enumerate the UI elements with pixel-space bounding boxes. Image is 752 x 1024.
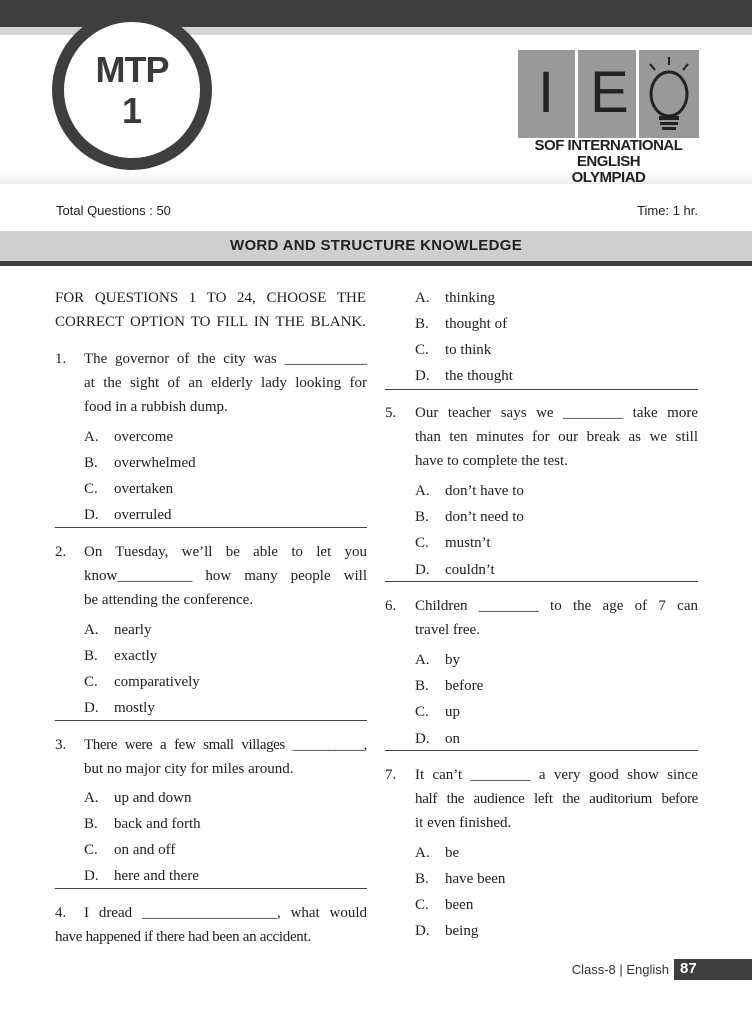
question-text: know__________ how many people will xyxy=(84,568,367,584)
option-text: back and forth xyxy=(114,816,201,832)
option-letter: B. xyxy=(84,816,98,832)
question-text: half the audience left the auditorium before xyxy=(415,791,698,807)
option-text: here and there xyxy=(114,868,199,884)
logo-letter-e: E xyxy=(590,60,629,125)
lightbulb-icon xyxy=(642,54,696,134)
question-number: 7. xyxy=(385,767,397,783)
logo-caption xyxy=(510,138,707,186)
question-text: food in a rubbish dump. xyxy=(84,399,228,415)
option-letter: A. xyxy=(84,622,99,638)
option-text: up and down xyxy=(114,790,192,806)
logo-separator xyxy=(636,50,639,138)
option-letter: D. xyxy=(84,700,99,716)
ieo-logo xyxy=(518,50,699,138)
question-text: have to complete the test. xyxy=(415,453,568,469)
option-letter: D. xyxy=(415,731,430,747)
option-text: overwhelmed xyxy=(114,455,196,471)
question-number: 3. xyxy=(55,737,67,753)
question-text: it even finished. xyxy=(415,815,512,831)
option-text: overruled xyxy=(114,507,172,523)
option-letter: B. xyxy=(84,648,98,664)
option-text: mustn’t xyxy=(445,535,491,551)
section-title: WORD AND STRUCTURE KNOWLEDGE xyxy=(230,237,522,254)
option-text: to think xyxy=(445,342,492,358)
logo-separator xyxy=(575,50,578,138)
question-text: have happened if there had been an accident. xyxy=(55,929,311,945)
option-letter: D. xyxy=(415,368,430,384)
option-letter: C. xyxy=(84,842,98,858)
time-limit: Time: 1 hr. xyxy=(637,203,698,218)
option-letter: A. xyxy=(84,790,99,806)
question-number: 2. xyxy=(55,544,67,560)
divider xyxy=(385,750,698,751)
option-text: been xyxy=(445,897,474,913)
divider xyxy=(55,720,367,721)
option-text: have been xyxy=(445,871,506,887)
option-text: overcome xyxy=(114,429,174,445)
question-text: It can’t ________ a very good show since xyxy=(415,767,698,783)
option-letter: A. xyxy=(415,290,430,306)
option-text: by xyxy=(445,652,460,668)
option-letter: C. xyxy=(415,342,429,358)
option-letter: C. xyxy=(84,674,98,690)
badge-number: 1 xyxy=(121,90,143,131)
footer-class-subject: Class-8 | English xyxy=(571,962,669,977)
logo-caption-line1: SOF INTERNATIONAL ENGLISH xyxy=(534,137,683,170)
question-text: than ten minutes for our break as we still xyxy=(415,429,698,445)
question-text: On Tuesday, we’ll be able to let you xyxy=(84,544,367,560)
option-text: being xyxy=(445,923,479,939)
option-text: before xyxy=(445,678,484,694)
option-letter: D. xyxy=(415,923,430,939)
option-text: mostly xyxy=(114,700,155,716)
instructions: FOR QUESTIONS 1 TO 24, CHOOSE THE CORRECT OPTION TO FILL IN THE BLANK. xyxy=(55,290,366,330)
divider xyxy=(385,581,698,582)
option-text: thought of xyxy=(445,316,508,332)
option-letter: C. xyxy=(415,704,429,720)
option-letter: D. xyxy=(415,562,430,578)
option-text: up xyxy=(445,704,460,720)
question-number: 5. xyxy=(385,405,397,421)
option-text: overtaken xyxy=(114,481,174,497)
divider xyxy=(385,389,698,390)
option-letter: D. xyxy=(84,507,99,523)
logo-letter-i: I xyxy=(538,60,555,125)
section-underline xyxy=(0,261,752,266)
option-letter: B. xyxy=(415,871,429,887)
question-text: The governor of the city was ___________ xyxy=(84,351,367,367)
mtp-badge xyxy=(64,22,200,158)
option-letter: A. xyxy=(415,845,430,861)
total-questions: Total Questions : 50 xyxy=(56,203,171,218)
option-text: on and off xyxy=(114,842,176,858)
question-number: 1. xyxy=(55,351,67,367)
question-number: 6. xyxy=(385,598,397,614)
option-letter: A. xyxy=(415,652,430,668)
question-text: be attending the conference. xyxy=(84,592,254,608)
badge-title: MTP xyxy=(95,49,169,90)
question-text: but no major city for miles around. xyxy=(84,761,294,777)
option-letter: B. xyxy=(415,316,429,332)
option-text: nearly xyxy=(114,622,152,638)
option-letter: A. xyxy=(84,429,99,445)
option-text: don’t need to xyxy=(445,509,524,525)
option-letter: B. xyxy=(415,678,429,694)
question-text: travel free. xyxy=(415,622,480,638)
question-text: There were a few small villages __________, xyxy=(84,737,367,753)
page-number: 87 xyxy=(680,960,697,977)
option-text: on xyxy=(445,731,460,747)
option-letter: C. xyxy=(415,897,429,913)
divider xyxy=(55,527,367,528)
question-text: Our teacher says we ________ take more xyxy=(415,405,698,421)
option-letter: A. xyxy=(415,483,430,499)
option-letter: D. xyxy=(84,868,99,884)
option-text: comparatively xyxy=(114,674,200,690)
question-text: at the sight of an elderly lady looking for xyxy=(84,375,367,391)
logo-caption-line2: OLYMPIAD xyxy=(571,169,646,186)
question-number: 4. xyxy=(55,905,67,921)
divider xyxy=(55,888,367,889)
option-text: be xyxy=(445,845,460,861)
option-letter: C. xyxy=(415,535,429,551)
option-text: thinking xyxy=(445,290,496,306)
option-text: couldn’t xyxy=(445,562,495,578)
option-text: don’t have to xyxy=(445,483,524,499)
option-text: exactly xyxy=(114,648,158,664)
question-text: I dread __________________, what would xyxy=(84,905,367,921)
option-letter: C. xyxy=(84,481,98,497)
option-letter: B. xyxy=(84,455,98,471)
question-text: Children ________ to the age of 7 can xyxy=(415,598,698,614)
option-text: the thought xyxy=(445,368,513,384)
option-letter: B. xyxy=(415,509,429,525)
